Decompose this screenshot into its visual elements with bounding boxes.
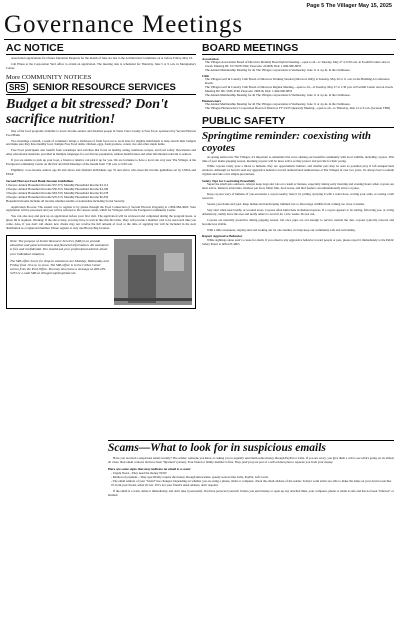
- srs-header: [6, 82, 196, 95]
- board-head: Association: [202, 57, 219, 61]
- ps-p4: Keep coyotes wary of humans. If you encounter a coyote nearby, haze it by yelling, spraying it with a water hose, waving your arms, or tossing a ball toward it.: [202, 192, 394, 201]
- guideline-line: 2 People: Annual Household Income $50,353; Monthly Household Income $4,196: [6, 186, 109, 191]
- more-notices-label: More COMMUNITY NOTICES: [6, 73, 92, 81]
- board-title: BOARD MEETINGS: [202, 42, 394, 55]
- srs-note: Note: The purpose of Senior Resource Services (SRS) is to provide education and general business and financial information. All assistance is free and confidential. You should ask your professional advisor about your individual situation.: [10, 238, 109, 256]
- srs-note-box: [6, 235, 196, 309]
- ps-p3: Supervise small pets outdoors. Always keep dogs and cats on a leash or harness, especially during early morning and evening hours when coyotes are most active. Remove attractants. Outdoor pet food, fallen fruit, food waste, and bird feeders can unintentionally attract coyotes.: [202, 182, 394, 191]
- ps-tips-title: Safety Tips for Coexisting Peacefully: [202, 179, 256, 184]
- photo-window: [164, 253, 184, 271]
- srs-p7: You can also stop and pick up an application before your first visit. The application will be reviewed and completed during the program hours. A photo ID is required. Warning: If the site is busy, you may have to wait in line this first time. They will provide a member card to be used each time you come. Also, if you don't call ahead, new clients may not receive the full amount of food at the time of applying but will be included in the next distribution as a registered member. Please register at only one Brown Bag location.: [6, 214, 196, 231]
- scams-section: [108, 440, 394, 499]
- section-banner: [4, 11, 396, 40]
- ps-p1: As spring settles into The Villages, it's important to remember that we're sharing our beautiful community with local wildlife, including coyotes. This time of year marks pupping season, meaning coyotes will be more active as they protect and provide for their young.: [202, 154, 394, 163]
- banner-title: Governance Meetings: [4, 11, 244, 38]
- ps-p9: While sightings alone aren't a cause for alarm, if you observe any aggressive behavior toward people or pets, please report it immediately to the Public Safety Patrol at 408-223-4665.: [202, 237, 394, 246]
- srs-note2: The SRS office hours for drop-in assistance are Monday, Wednesday and Friday from 10 a.m. to noon. The SRS office is in the CitSat Center across from the Post Office. You may also leave a message at 408-239-5253 or e-mail SRS at villagesrs@sbcglobal.net.: [10, 258, 109, 276]
- ps-p2: While coyotes rarely pose a threat to humans, they are opportunistic hunters, and smaller pets may be seen as potential prey if left unsupervised outdoors. Although we haven't seen any aggressive behavior toward domesticated animals here at The Villages in over two years, it's always best to remain vigilant and take a few simple precautions.: [202, 164, 394, 177]
- srs-title: SENIOR RESOURCE SERVICES: [32, 81, 176, 93]
- ac-notice-title: AC NOTICE: [6, 42, 196, 55]
- board-item: The Villages Golf & Country Club Board of Directors Regular Meeting—open to all—is Tuesday, May 27 at 1:30 p.m. in Foothill Center and on Zoom. Meeting ID: 961 5036 4740; Passcode: 260616; Dial: 1-669-900-6833: [205, 84, 394, 93]
- ps-p6: Stay alert when near brushy or wooded areas. Coyotes often build dens in sheltered spaces. If a coyote appears to be staring, following you, or acting defensively, calmly leave the area and notify others to avoid it for a few weeks. Do not run.: [202, 207, 394, 216]
- scams-bullet: - The email address of your "friend" has changed. Depending on whether you are using a phone, tablet or computer, check the email address of the sender. Today's scam artists are able to make the name on your device look like it's from your friend, when it's not. If it's not your friend's usual address, don't respond.: [111, 478, 392, 487]
- ps-p5: Secure your home and yard. Keep bushes and landscaping trimmed low to discourage wildlife from coming too close to homes.: [207, 202, 366, 207]
- ps-p8: With a little awareness, staying alert and looking out for one another, we help keep our community safe and welcoming.: [207, 227, 356, 232]
- srs-p1: One of the food programs available to lower income seniors and disabled people in Santa Clara County is Free Food, sponsored by Second Harvest Food Bank.: [6, 128, 196, 137]
- scams-title: Scams—What to look for in suspicious emails: [108, 440, 394, 455]
- ac-notice-p1: Association applications for Owner Alteration Requests for the month of June are due to the Architectural Committee on or before Friday, May 23.: [11, 56, 193, 60]
- srs-logo: SRS: [6, 82, 28, 93]
- board-item: The Villages Golf & Country Club Board of Directors Working Session (Directors Only) is Tuesday, May 20 at 11 a.m. in the Building A Conference Room.: [205, 77, 390, 86]
- board-head: Club: [202, 73, 210, 78]
- guidelines-title: Second Harvest Food Bank Income Guidelines: [6, 178, 74, 183]
- public-safety-title: PUBLIC SAFETY: [202, 115, 394, 128]
- page-header: Page 5 The Villager May 15, 2025: [306, 3, 392, 9]
- scams-p1: Have you received a suspicious email recently? The sender, someone you know, is asking you to urgently send them some money through PayPal or Zelle. If you are savvy, you give them a call to see what's going on. In almost all cases, their email contacts list have been "hijacked" (stolen). Your friend or family member is fine. They (and you) are part of a self-evident plan to separate you from your money.: [108, 456, 394, 464]
- board-item: The Annual Membership Meeting for all The Villages corporations is Wednesday, June 11 at 4 p.m. in the Clubhouse.: [205, 68, 351, 73]
- srs-headline: Budget a bit stressed? Don't sacrifice nutrition!: [6, 96, 168, 127]
- board-head: Homeowners: [202, 98, 222, 103]
- guideline-line: Household income includes all income whether taxable or nontaxable including Social Security.: [6, 198, 125, 203]
- guideline-line: 1 Person: Annual Household Income $37,373; Monthly Household Income $3,114: [6, 182, 109, 187]
- srs-p4: If you are unable to pick up your food, a friend or relative can pick it up for you. We are fortunate to have a local site very near The Villages at the Evergreen Community Center on the first and third Mondays of the month from 7:30 a.m. to 9:30 a.m.: [6, 158, 196, 167]
- left-column: [6, 42, 196, 309]
- ac-notice-p2: Call Eliesa at the Corporation Yard office to obtain an application. The meeting date is scheduled for Thursday, June 5 at 9 a.m. in Montgomery Center.: [6, 61, 196, 70]
- board-item: The Villages Association Board of Directors Monthly Board hybrid meeting—open to all—is Tuesday, May 27 at 9:30 a.m. in Foothill Center and on Zoom. Meeting ID: 917 8108 3392; Passcode: 223468; Dial: 1-669-900-6833: [205, 60, 390, 69]
- srs-p5: Eligibility: Low-income seniors age 60 and above and disabled individuals age 55 and above who meet the income guidelines set by USDA and EFAP.: [6, 167, 196, 176]
- scams-p3: If the email is a scam, delete it immediately, and don't take it personally. You have protected yourself. Unless you send money or open up any attached links, your computer, phone or tablet is safe and has not been "infected" or harmed.: [108, 488, 394, 497]
- scams-p2: Here are some signs that may indicate an email is a scam:: [108, 466, 192, 471]
- public-safety-headline: Springtime reminder: coexisting with coyotes: [202, 129, 371, 154]
- guideline-line: 4 People: Annual Household Income $76,313; Monthly Household Income $6,359: [6, 194, 109, 199]
- srs-p6: Application Process: The easiest way to register is by phone through the Food Connection (a Second Harvest Program) at 1-800-984-3663. Your registration will be processed and you will be referred to the closest center, which for Villagers will be the Evergreen Community Center.: [6, 204, 196, 213]
- ps-report-title: Report Aggressive Behavior: [202, 234, 243, 239]
- board-item: The Annual Membership Meeting for all The Villages corporations is Wednesday, June 11 at 4 p.m. in the Clubhouse.: [205, 92, 351, 97]
- srs-note-text: [10, 239, 110, 305]
- photo-rail: [114, 298, 192, 301]
- scams-bullet: - Method of payment—They specifically require the money through untraceable, speedy sources like Zelle, PayPal, Gift Cards.: [111, 474, 269, 479]
- srs-p2: Two mornings a month, a team of volunteers brings a truckload of fresh food out to local sites for eligible individuals to help stretch their budgets and make sure they have healthy food. Sample Free Food items: chicken, eggs, fresh produce, cereal, rice and other staple items.: [6, 138, 196, 147]
- board-item: The Annual Membership Meeting for all The Villages corporations is Wednesday, June 11 at 4 p.m. in the Clubhouse.: [205, 101, 351, 106]
- scams-bullet: - Urgent Need—They need the money NOW.: [111, 471, 168, 476]
- ps-p7: Coyotes are naturally protective during pupping season, but once pups are old enough to survive outside the den, coyotes typically relocate and become less visible.: [202, 217, 394, 226]
- srs-p3: Free Food participants also benefit from workshops and activities that focus on healthy eating, nutritious recipes, and food safety. Newsletters and other educational materials, provided in multiple languages for our diverse population, address health issues and other information relevant to seniors.: [6, 148, 196, 157]
- photo-door: [128, 255, 156, 303]
- right-column: [202, 42, 394, 248]
- guideline-line: 3 People: Annual Household Income $63,333; Monthly Household Income $5,278: [6, 190, 109, 195]
- board-item: The Villages Homeowners' Corporation Board of Directors FY 24/25 Quarterly Meeting—open to all—is Thursday, June 12 at 9 a.m. (location TBD): [205, 105, 391, 110]
- srs-office-photo: [114, 239, 192, 305]
